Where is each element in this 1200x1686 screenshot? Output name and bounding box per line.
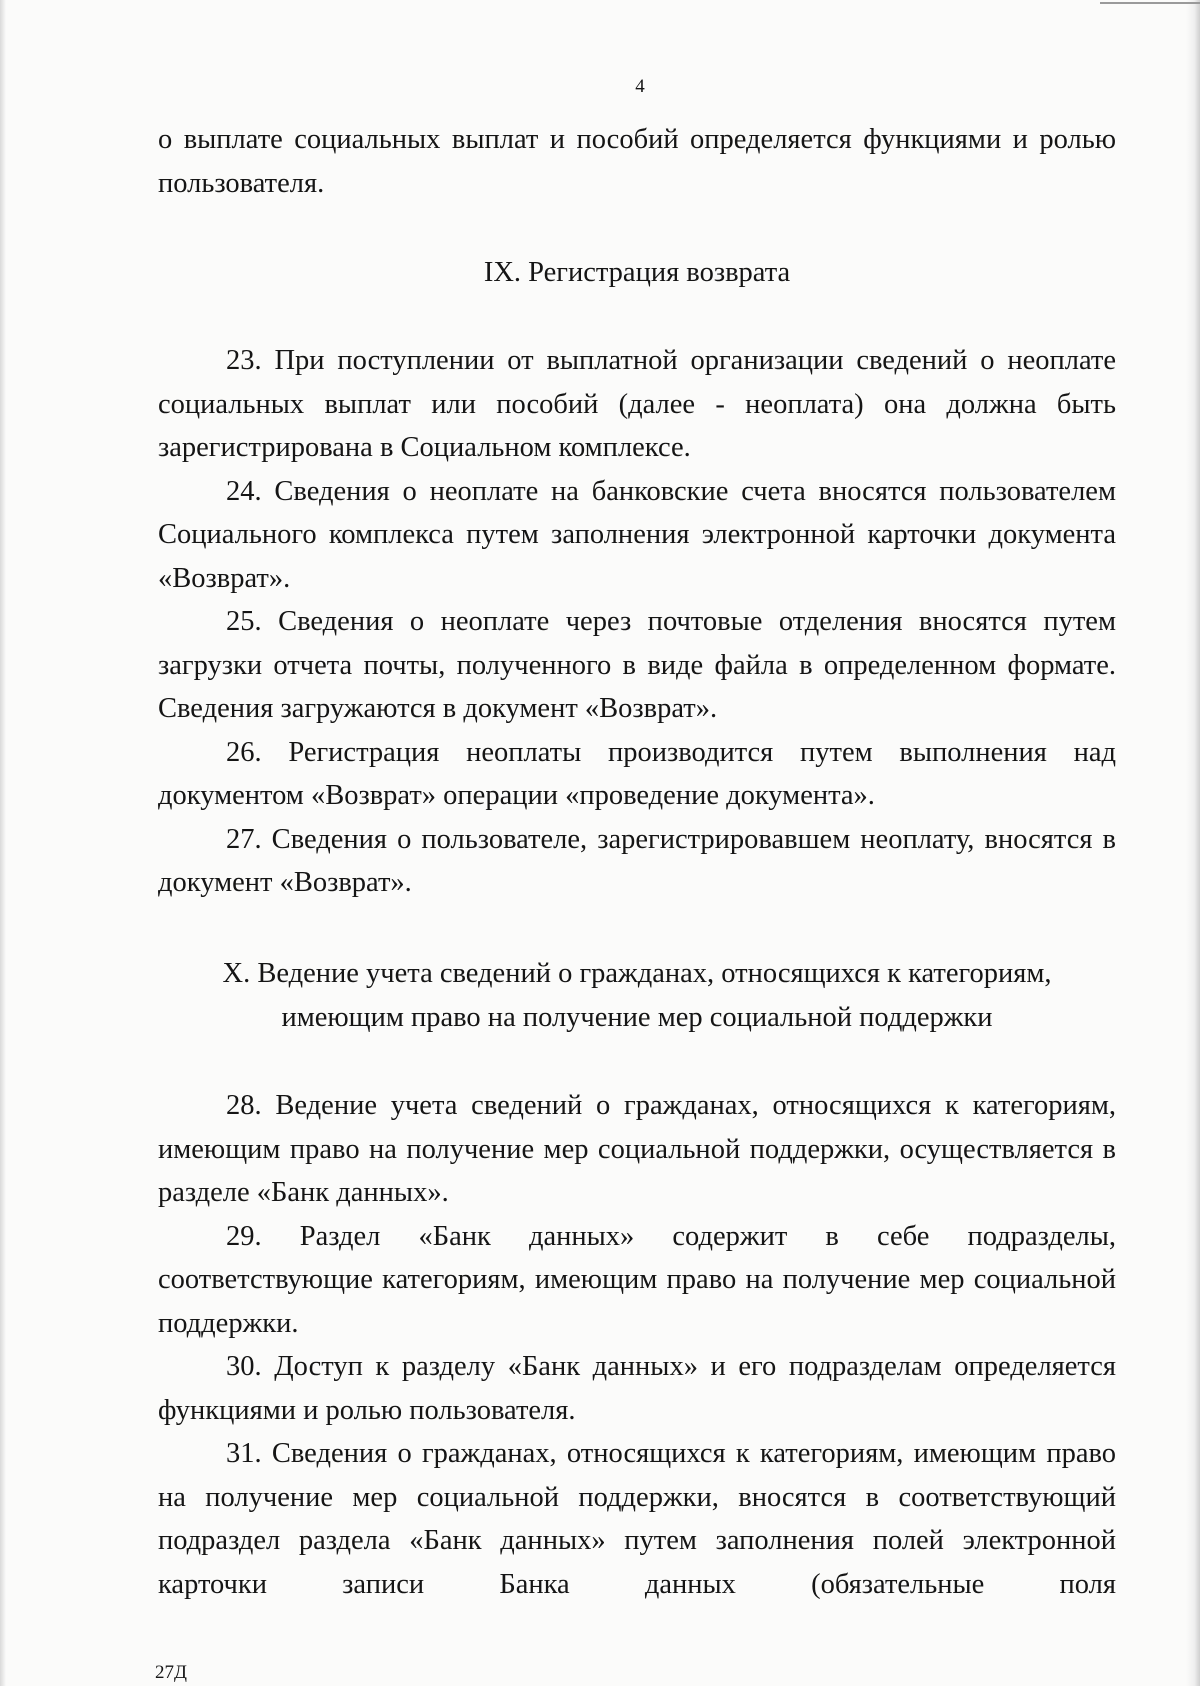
paragraph-25: 25. Сведения о неоплате через почтовые отделения вносятся путем загрузки отчета почты, полученного в виде файла в определенном формате. Сведения загружаются в документ «Возврат». (158, 606, 1116, 724)
scan-edge-left (0, 0, 6, 1686)
section-x-body (158, 1084, 1116, 1606)
continuation-block (158, 118, 1116, 205)
paragraph-30: 30. Доступ к разделу «Банк данных» и его подразделам определяется функциями и ролью пользователя. (158, 1351, 1116, 1426)
paragraph-24: 24. Сведения о неоплате на банковские счета вносятся пользователем Социального комплекса путем заполнения электронной карточки документа «Возврат». (158, 475, 1116, 594)
paragraph-29: 29. Раздел «Банк данных» содержит в себе подразделы, соответствующие категориям, имеющим право на получение мер социальной поддержки. (158, 1220, 1116, 1339)
section-x-heading-block (158, 952, 1116, 1039)
page-number: 4 (635, 76, 645, 97)
section-x-title-line-1: X. Ведение учета сведений о гражданах, относящихся к категориям, (222, 958, 1052, 989)
scan-edge-right (1186, 0, 1200, 1686)
paragraph-28: 28. Ведение учета сведений о гражданах, относящихся к категориям, имеющим право на получение мер социальной поддержки, осуществляется в разделе «Банк данных». (158, 1090, 1116, 1208)
section-ix-title: IX. Регистрация возврата (483, 257, 791, 288)
continuation-paragraph: о выплате социальных выплат и пособий определяется функциями и ролью пользователя. (158, 124, 1116, 199)
paragraph-27: 27. Сведения о пользователе, зарегистрировавшем неоплату, вносятся в документ «Возврат». (158, 823, 1116, 898)
section-x-title-line-2: имеющим право на получение мер социальной поддержки (281, 1001, 993, 1033)
paragraph-26: 26. Регистрация неоплаты производится путем выполнения над документом «Возврат» операции «проведение документа». (158, 736, 1116, 811)
section-ix-heading-block (158, 251, 1116, 295)
footer-document-code: 27Д (155, 1662, 187, 1683)
section-ix-body (158, 339, 1116, 905)
paragraph-23: 23. При поступлении от выплатной организации сведений о неоплате социальных выплат или пособий (далее - неоплата) она должна быть зарегистрирована в Социальном комплексе. (158, 345, 1116, 463)
paragraph-31: 31. Сведения о гражданах, относящихся к категориям, имеющим право на получение мер социальной поддержки, вносятся в соответствующий подраздел раздела «Банк данных» путем заполнения полей электронной карточки записи Банка данных (обязательные поля (158, 1438, 1116, 1600)
top-rule (1100, 2, 1200, 4)
